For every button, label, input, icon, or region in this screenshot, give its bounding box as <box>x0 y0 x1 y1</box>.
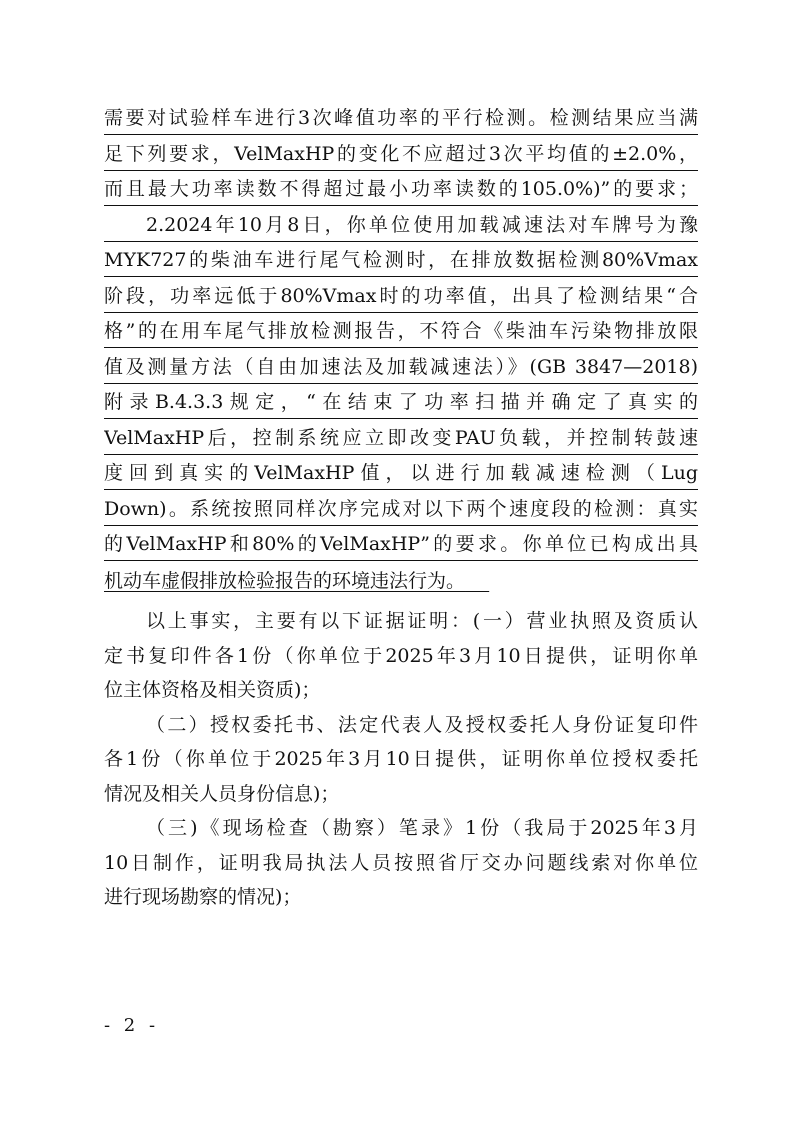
underline-tail <box>465 570 489 592</box>
evidence-line-7: （三)《现场检查（勘察）笔录》1份（我局于2025年3月 <box>146 817 698 839</box>
document-body <box>104 102 698 915</box>
evidence-line-9: 进行现场勘察的情况)； <box>104 886 302 908</box>
body-line-10: VelMaxHP后，控制系统应立即改变PAU负载，并控制转鼓速 <box>104 422 698 455</box>
body-line-7: 格”的在用车尾气排放检测报告，不符合《柴油车污染物排放限 <box>104 315 698 348</box>
body-line-11: 度回到真实的VelMaxHP值，以进行加载减速检测（Lug <box>104 457 698 490</box>
body-line-1: 需要对试验样车进行3次峰值功率的平行检测。检测结果应当满 <box>104 102 698 135</box>
body-line-14-text: 机动车虚假排放检验报告的环境违法行为。 <box>104 569 466 592</box>
body-line-8: 值及测量方法（自由加速法及加载减速法）》(GB 3847—2018) <box>104 351 698 384</box>
evidence-line-1: 以上事实，主要有以下证据证明：(一）营业执照及资质认 <box>146 610 698 632</box>
evidence-line-4: （二）授权委托书、法定代表人及授权委托人身份证复印件 <box>146 713 698 736</box>
body-line-2: 足下列要求，VelMaxHP的变化不应超过3次平均值的±2.0%， <box>104 138 698 171</box>
body-line-3: 而且最大功率读数不得超过最小功率读数的105.0%)”的要求； <box>104 173 698 206</box>
evidence-line-2: 定书复印件各1份（你单位于2025年3月10日提供，证明你单 <box>104 644 698 667</box>
page-number: - 2 - <box>104 1015 160 1036</box>
body-line-14 <box>104 564 698 599</box>
body-line-4: 2.2024年10月8日，你单位使用加载减速法对车牌号为豫 <box>104 209 698 242</box>
evidence-line-5: 各1份（你单位于2025年3月10日提供，证明你单位授权委托 <box>104 748 698 770</box>
body-line-12: Down)。系统按照同样次序完成对以下两个速度段的检测：真实 <box>104 493 698 526</box>
evidence-line-3: 位主体资格及相关资质)； <box>104 679 321 701</box>
body-line-13: 的VelMaxHP和80%的VelMaxHP”的要求。你单位已构成出具 <box>104 528 698 561</box>
body-line-6: 阶段，功率远低于80%Vmax时的功率值，出具了检测结果“合 <box>104 280 698 313</box>
evidence-line-6: 情况及相关人员身份信息)； <box>104 782 340 805</box>
body-line-9: 附录B.4.3.3规定，“在结束了功率扫描并确定了真实的 <box>104 386 698 419</box>
evidence-line-8: 10日制作，证明我局执法人员按照省厅交办问题线索对你单位 <box>104 851 698 874</box>
body-line-5: MYK727的柴油车进行尾气检测时，在排放数据检测80%Vmax <box>104 244 698 277</box>
